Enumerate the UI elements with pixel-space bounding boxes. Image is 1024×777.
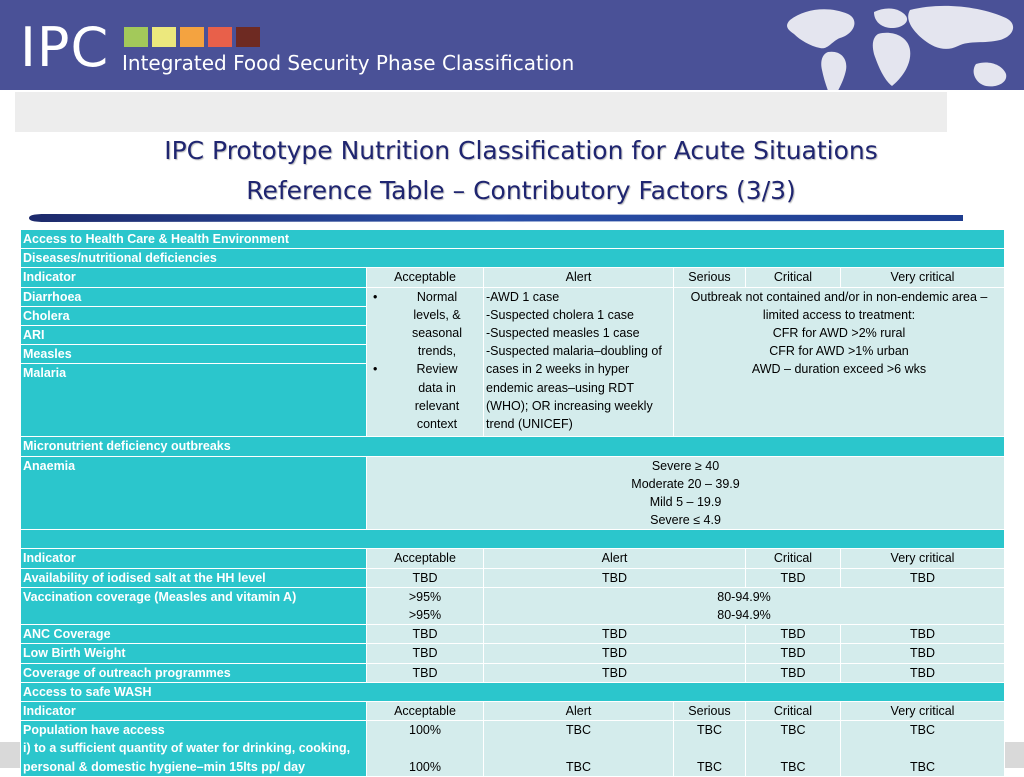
cell-alert: TBD	[484, 663, 746, 682]
header-row	[21, 702, 1005, 721]
cell-spacer	[676, 739, 743, 757]
header-acceptable: Acceptable	[367, 549, 484, 568]
header-row	[21, 549, 1005, 568]
cell-line: TBC	[780, 723, 806, 738]
section-title: Micronutrient deficiency outbreaks	[21, 437, 1005, 456]
cell-alert	[484, 587, 1005, 624]
critical-cell	[674, 287, 1005, 437]
cell-line: >95%	[408, 589, 442, 604]
threshold-line: Severe ≥ 40	[651, 458, 720, 473]
cell-spacer	[369, 739, 481, 757]
cell-line: 80-94.9%	[717, 608, 771, 623]
indicator-outreach: Coverage of outreach programmes	[21, 663, 367, 682]
title-line-1: IPC Prototype Nutrition Classification for Acute Situations	[164, 136, 878, 165]
indicator-anaemia: Anaemia	[21, 456, 367, 530]
cell-spacer	[748, 739, 838, 757]
cell-line: TBC	[566, 759, 591, 774]
spacer-cell	[21, 530, 1005, 549]
cell-line: TBC	[697, 723, 722, 738]
table-row	[21, 625, 1005, 644]
indicator-low-birth-weight: Low Birth Weight	[21, 644, 367, 663]
cell-serious	[674, 721, 746, 777]
cell-critical: TBD	[746, 625, 841, 644]
ipc-subtitle: Integrated Food Security Phase Classification	[122, 51, 575, 75]
alert-line: -Suspected measles 1 case	[486, 326, 640, 341]
acceptable-cell	[367, 287, 484, 437]
header-row	[21, 268, 1005, 287]
table-row	[21, 587, 1005, 624]
header-critical: Critical	[746, 549, 841, 568]
indicator-anc: ANC Coverage	[21, 625, 367, 644]
cell-acceptable	[367, 587, 484, 624]
section-wash	[21, 682, 1005, 701]
cell-line: TBC	[780, 759, 806, 774]
page-title	[0, 131, 1024, 211]
title-divider	[25, 214, 963, 222]
critical-line: CFR for AWD >1% urban	[769, 344, 909, 359]
acceptable-list	[369, 288, 481, 434]
header-indicator: Indicator	[21, 549, 367, 568]
indicator-diarrhoea: Diarrhoea	[21, 287, 367, 306]
subheader-band	[15, 92, 947, 132]
cell-alert	[484, 721, 674, 777]
world-map-icon	[770, 0, 1024, 90]
cell-critical: TBD	[746, 644, 841, 663]
cell-acceptable: TBD	[367, 663, 484, 682]
section-diseases	[21, 249, 1005, 268]
alert-cell	[484, 287, 674, 437]
cell-line: 80-94.9%	[717, 589, 771, 604]
cell-alert: TBD	[484, 625, 746, 644]
cell-acceptable: TBD	[367, 568, 484, 587]
alert-line: -Suspected malaria–doubling of cases in 2 weeks in hyper endemic areas–using RDT (WHO); OR increasing weekly trend (UNICEF)	[486, 344, 662, 432]
section-micronutrient	[21, 437, 1005, 456]
indicator-measles: Measles	[21, 345, 367, 364]
swatch-phase-5	[236, 27, 260, 47]
cell-spacer	[843, 739, 1002, 757]
cell-acceptable: TBD	[367, 625, 484, 644]
table-row	[21, 568, 1005, 587]
cell-acceptable	[367, 721, 484, 777]
cell-line: >95%	[408, 608, 442, 623]
anaemia-thresholds	[367, 456, 1005, 530]
cell-line: TBC	[910, 759, 935, 774]
header-alert: Alert	[484, 268, 674, 287]
header-acceptable: Acceptable	[367, 268, 484, 287]
reference-table	[20, 229, 1005, 777]
section-title: Diseases/nutritional deficiencies	[21, 249, 1005, 268]
header-alert: Alert	[484, 549, 746, 568]
header-alert: Alert	[484, 702, 674, 721]
alert-line: -Suspected cholera 1 case	[486, 307, 635, 322]
table-row	[21, 663, 1005, 682]
list-item: • Normal levels, & seasonal trends,	[369, 288, 481, 361]
swatch-phase-4	[208, 27, 232, 47]
header-indicator: Indicator	[21, 702, 367, 721]
cell-line: 100%	[409, 759, 441, 774]
header-bar	[0, 0, 1024, 90]
threshold-line: Mild 5 – 19.9	[649, 495, 722, 510]
header-serious: Serious	[674, 268, 746, 287]
header-very-critical: Very critical	[841, 268, 1005, 287]
header-very-critical: Very critical	[841, 549, 1005, 568]
cell-line: TBC	[566, 723, 591, 738]
ipc-logo-text: IPC	[20, 16, 110, 79]
header-indicator: Indicator	[21, 268, 367, 287]
footer-decoration-left	[0, 742, 20, 768]
threshold-line: Moderate 20 – 39.9	[631, 476, 740, 491]
section-health-access	[21, 230, 1005, 249]
list-item: • Review data in relevant context	[369, 360, 481, 433]
section-title: Access to safe WASH	[21, 682, 1005, 701]
cell-acceptable: TBD	[367, 644, 484, 663]
table-row	[21, 721, 1005, 777]
indicator-cholera: Cholera	[21, 306, 367, 325]
indicator-water-access	[21, 721, 367, 777]
spacer-row	[21, 530, 1005, 549]
cell-line: TBC	[697, 759, 722, 774]
cell-very-critical: TBD	[841, 568, 1005, 587]
swatch-phase-1	[124, 27, 148, 47]
header-critical: Critical	[746, 702, 841, 721]
title-line-2: Reference Table – Contributory Factors (3/3)	[246, 176, 796, 205]
critical-line: CFR for AWD >2% rural	[772, 326, 906, 341]
cell-very-critical: TBD	[841, 663, 1005, 682]
alert-line: -AWD 1 case	[486, 289, 560, 304]
indicator-line: i) to a sufficient quantity of water for drinking, cooking, personal & domestic hygiene–min 15lts pp/ day	[23, 741, 351, 774]
indicator-ari: ARI	[21, 326, 367, 345]
swatch-phase-3	[180, 27, 204, 47]
indicator-line: Population have access	[23, 723, 165, 738]
section-title: Access to Health Care & Health Environment	[21, 230, 1005, 249]
threshold-line: Severe ≤ 4.9	[650, 513, 721, 528]
cell-very-critical: TBD	[841, 625, 1005, 644]
cell-line: 100%	[409, 723, 441, 738]
cell-critical: TBD	[746, 568, 841, 587]
header-critical: Critical	[746, 268, 841, 287]
header-very-critical: Very critical	[841, 702, 1005, 721]
footer-decoration-right	[1005, 742, 1024, 768]
table-row	[21, 456, 1005, 530]
phase-color-swatches	[124, 27, 264, 47]
table-row	[21, 644, 1005, 663]
indicator-iodised-salt: Availability of iodised salt at the HH level	[21, 568, 367, 587]
cell-alert: TBD	[484, 568, 746, 587]
indicator-vaccination: Vaccination coverage (Measles and vitamin A)	[21, 587, 367, 624]
indicator-malaria: Malaria	[21, 364, 367, 437]
cell-very-critical	[841, 721, 1005, 777]
cell-alert: TBD	[484, 644, 746, 663]
cell-critical	[746, 721, 841, 777]
cell-critical: TBD	[746, 663, 841, 682]
header-acceptable: Acceptable	[367, 702, 484, 721]
swatch-phase-2	[152, 27, 176, 47]
header-serious: Serious	[674, 702, 746, 721]
critical-line: Outbreak not contained and/or in non-endemic area – limited access to treatment:	[690, 289, 988, 322]
table-row	[21, 287, 1005, 306]
cell-very-critical: TBD	[841, 644, 1005, 663]
critical-line: AWD – duration exceed >6 wks	[751, 362, 927, 377]
cell-spacer	[486, 739, 671, 757]
cell-line: TBC	[910, 723, 935, 738]
